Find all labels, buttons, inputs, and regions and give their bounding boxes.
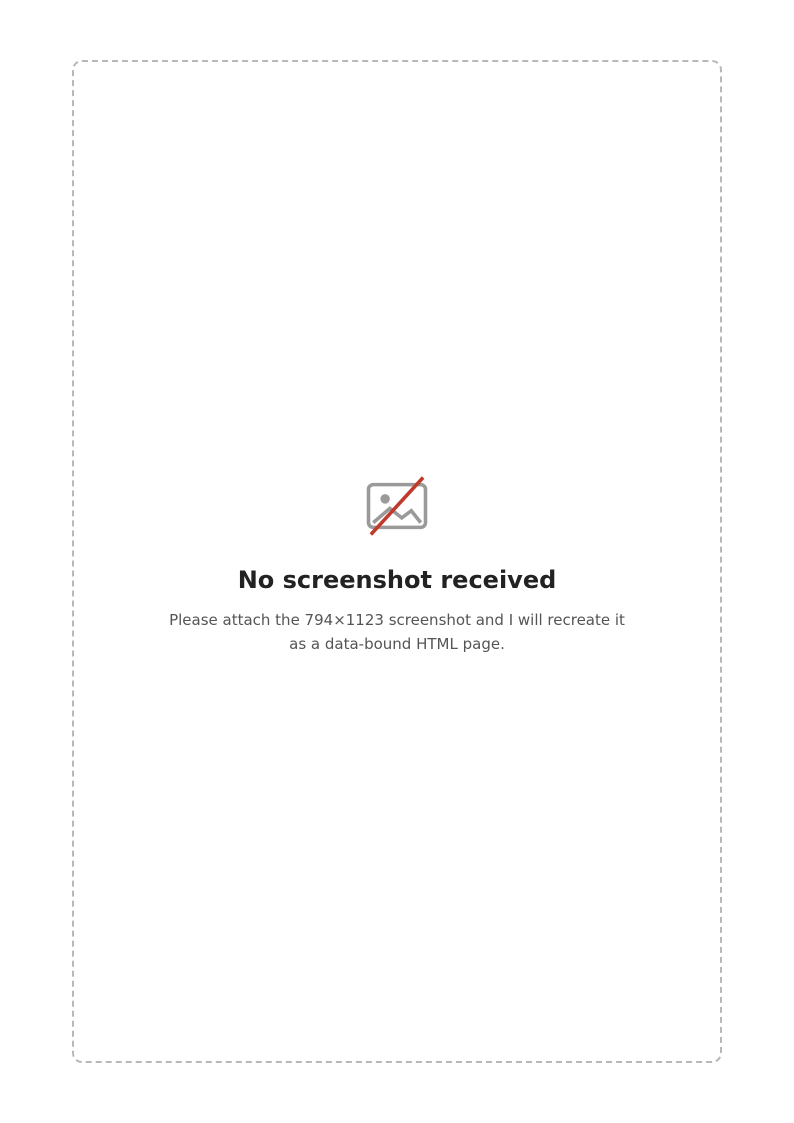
placeholder-frame — [72, 60, 722, 1063]
placeholder-message: Please attach the 794×1123 screenshot and I will recreate it as a data-bound HTML page. — [169, 610, 625, 653]
image-missing-icon — [359, 468, 435, 544]
placeholder-title: No screenshot received — [237, 565, 557, 594]
